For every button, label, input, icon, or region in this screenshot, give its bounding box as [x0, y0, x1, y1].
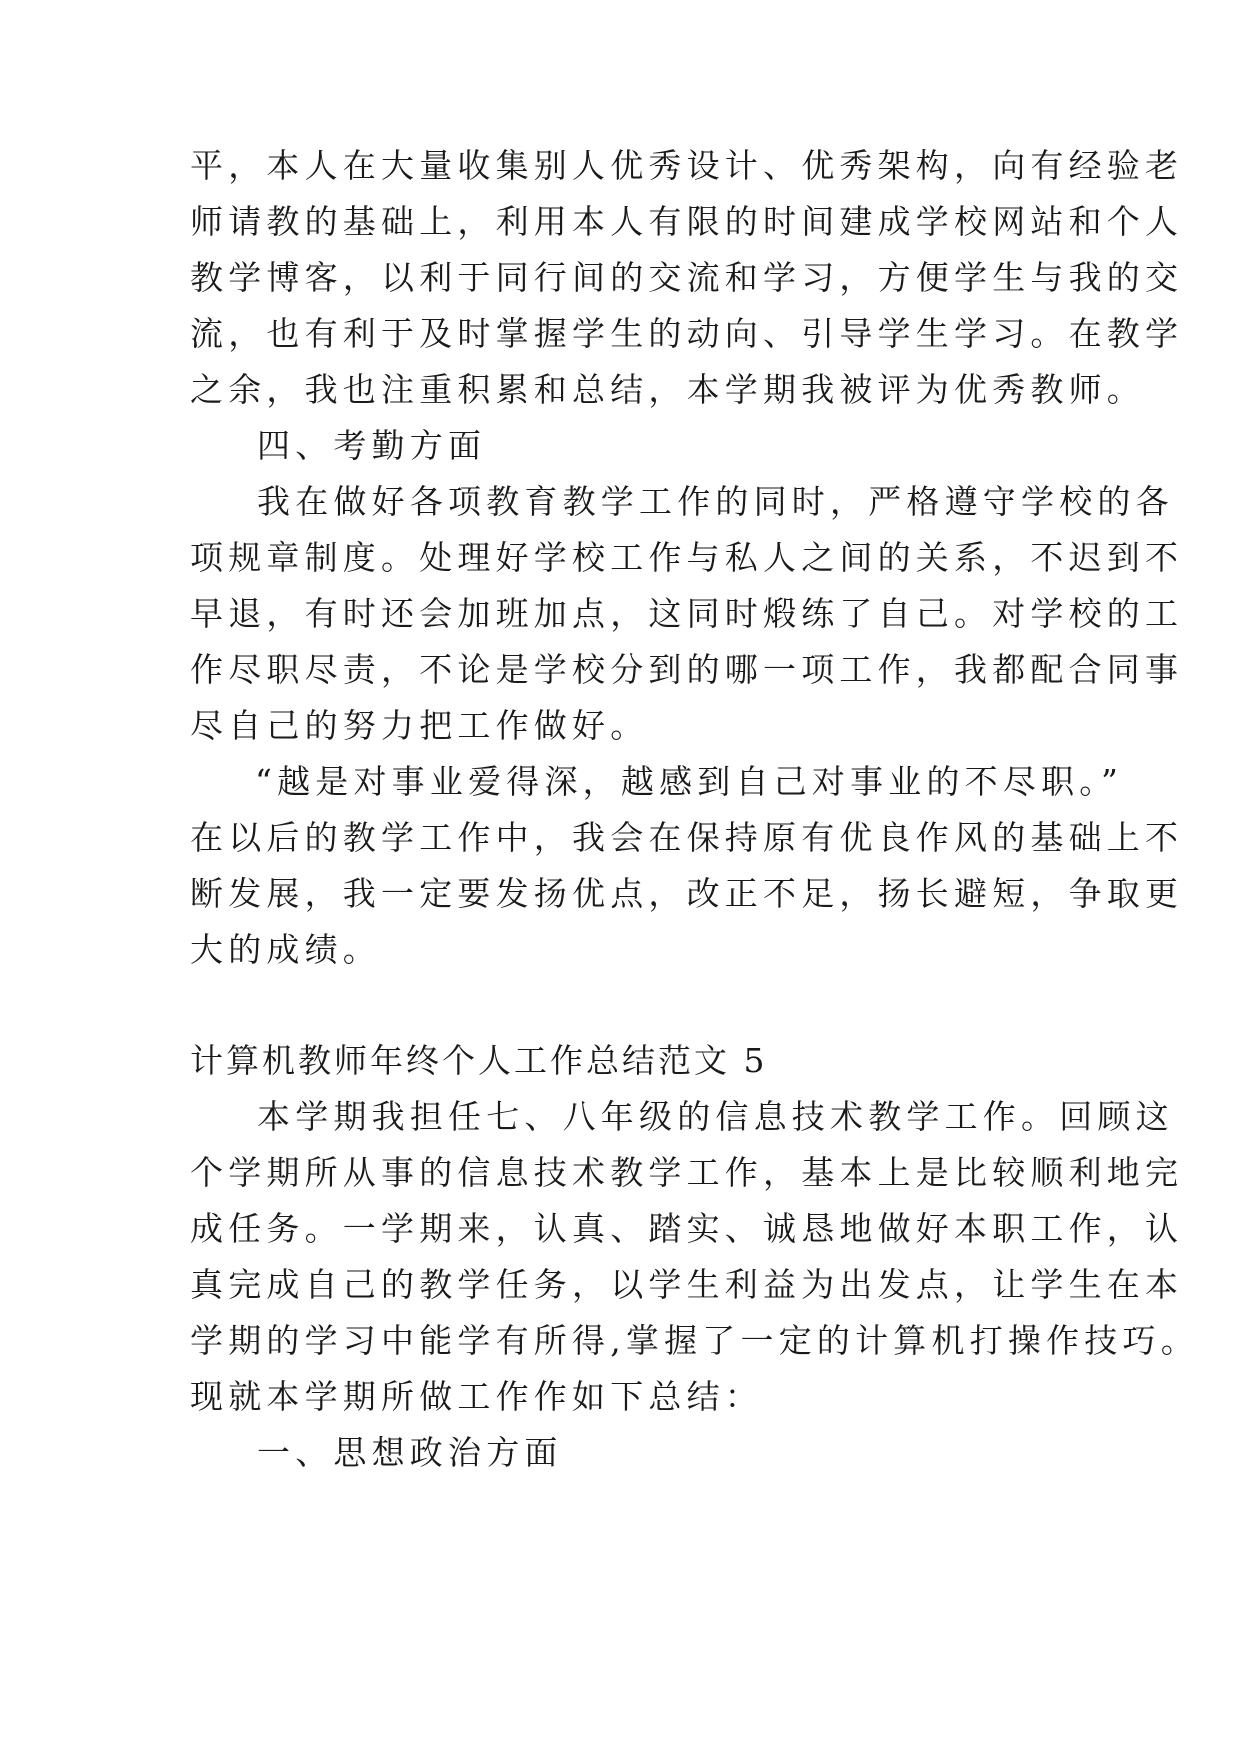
body-text-line: 尽自己的努力把工作做好。: [190, 706, 649, 745]
body-text-line: 平，本人在大量收集别人优秀设计、优秀架构，向有经验老: [190, 146, 1184, 185]
body-text-line: 本学期我担任七、八年级的信息技术教学工作。回顾这: [257, 1097, 1174, 1136]
body-text-line: 个学期所从事的信息技术教学工作，基本上是比较顺利地完: [190, 1153, 1184, 1192]
body-text-line: 现就本学期所做工作作如下总结：: [190, 1377, 763, 1416]
section-heading: 一、思想政治方面: [257, 1433, 563, 1472]
body-text-line: 之余，我也注重积累和总结，本学期我被评为优秀教师。: [190, 370, 1145, 409]
article-title: 计算机教师年终个人工作总结范文 5: [190, 1041, 768, 1080]
body-text-line: 早退，有时还会加班加点，这同时煅练了自己。对学校的工: [190, 594, 1184, 633]
body-text-line: 我在做好各项教育教学工作的同时，严格遵守学校的各: [257, 482, 1174, 521]
body-text-line: 成任务。一学期来，认真、踏实、诚恳地做好本职工作，认: [190, 1209, 1184, 1248]
body-text-line: 学期的学习中能学有所得,掌握了一定的计算机打操作技巧。: [190, 1321, 1199, 1360]
body-text-line: 在以后的教学工作中，我会在保持原有优良作风的基础上不: [190, 818, 1184, 857]
body-text-line: 真完成自己的教学任务，以学生利益为出发点，让学生在本: [190, 1265, 1184, 1304]
body-text-line: 断发展，我一定要发扬优点，改正不足，扬长避短，争取更: [190, 874, 1184, 913]
section-heading: 四、考勤方面: [257, 426, 487, 465]
body-text-line: 项规章制度。处理好学校工作与私人之间的关系，不迟到不: [190, 538, 1184, 577]
quote-text-line: “越是对事业爱得深，越感到自己对事业的不尽职。”: [255, 762, 1124, 801]
body-text-line: 师请教的基础上，利用本人有限的时间建成学校网站和个人: [190, 202, 1184, 241]
body-text-line: 流，也有利于及时掌握学生的动向、引导学生学习。在教学: [190, 314, 1184, 353]
body-text-line: 大的成绩。: [190, 930, 381, 969]
body-text-line: 教学博客，以利于同行间的交流和学习，方便学生与我的交: [190, 258, 1184, 297]
body-text-line: 作尽职尽责，不论是学校分到的哪一项工作，我都配合同事: [190, 650, 1184, 689]
